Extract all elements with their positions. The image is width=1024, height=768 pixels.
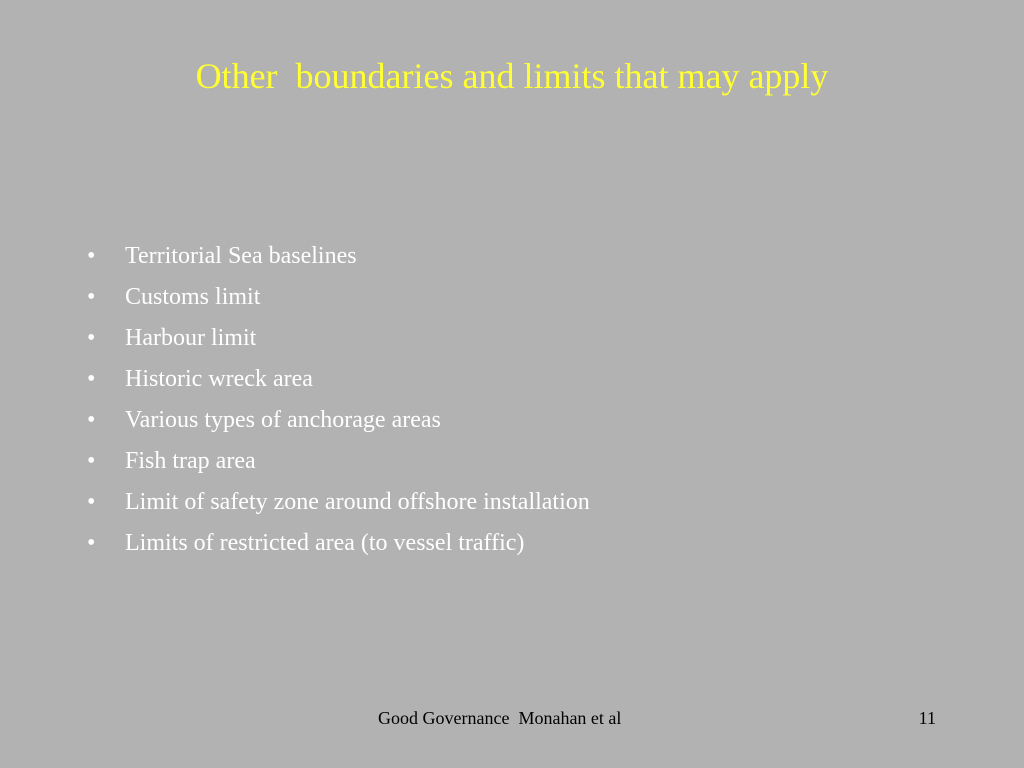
list-item-text: Historic wreck area [125, 366, 313, 392]
slide-title: Other boundaries and limits that may apply [195, 56, 829, 96]
list-item [84, 363, 590, 404]
list-item [84, 404, 590, 445]
bullet-icon: • [87, 530, 96, 556]
list-item [84, 322, 590, 363]
list-item-text: Harbour limit [125, 325, 257, 351]
bullet-icon: • [87, 448, 96, 474]
list-item-text: Limits of restricted area (to vessel traffic) [125, 530, 525, 556]
list-item [84, 445, 590, 486]
list-item-text: Customs limit [125, 284, 261, 310]
bullet-icon: • [87, 366, 96, 392]
bullet-icon: • [87, 325, 96, 351]
list-item-text: Various types of anchorage areas [125, 407, 441, 433]
footer-text: Good Governance Monahan et al [378, 708, 622, 728]
list-item [84, 527, 590, 568]
page-number: 11 [918, 708, 936, 728]
bullet-list [84, 240, 590, 568]
slide-footer [0, 707, 1024, 729]
list-item-text: Territorial Sea baselines [125, 243, 357, 269]
list-item-text: Fish trap area [125, 448, 256, 474]
list-item [84, 281, 590, 322]
list-item [84, 240, 590, 281]
list-item [84, 486, 590, 527]
bullet-icon: • [87, 284, 96, 310]
list-item-text: Limit of safety zone around offshore installation [125, 489, 590, 515]
bullet-icon: • [87, 243, 96, 269]
bullet-icon: • [87, 489, 96, 515]
bullet-icon: • [87, 407, 96, 433]
